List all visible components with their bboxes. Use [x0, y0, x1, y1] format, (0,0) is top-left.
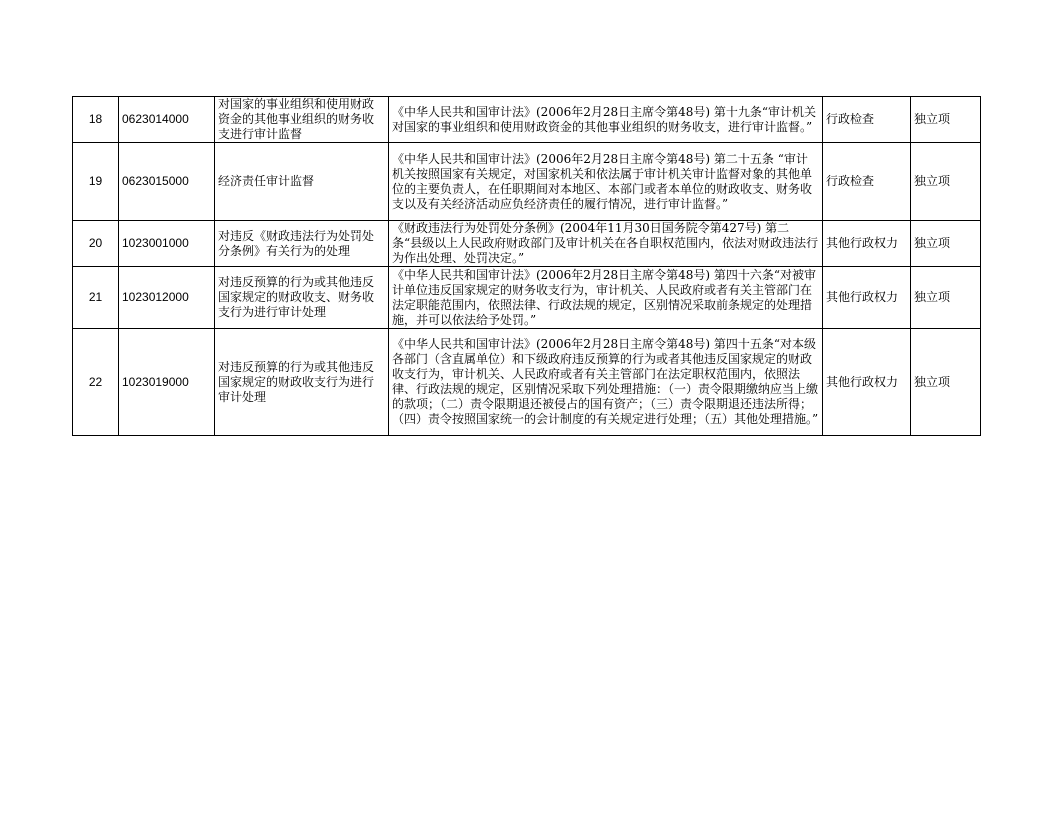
- item-note: 独立项: [911, 221, 981, 267]
- legal-basis-cell: [389, 329, 823, 436]
- item-note: 独立项: [911, 329, 981, 436]
- power-list-table: [72, 96, 981, 436]
- row-number: 22: [73, 329, 119, 436]
- item-code: 1023019000: [119, 329, 215, 436]
- item-code: 1023012000: [119, 267, 215, 329]
- item-name: 对国家的事业组织和使用财政资金的其他事业组织的财务收支进行审计监督: [218, 97, 375, 141]
- row-number: 18: [73, 97, 119, 143]
- table-row: [73, 97, 981, 143]
- legal-basis: 《财政违法行为处罚处分条例》(2004年11月30日国务院令第427号) 第二条“县级以上人民政府财政部门及审计机关在各自职权范围内，依法对财政违法行为作出处理、处罚决定。”: [392, 221, 819, 265]
- item-name-cell: [215, 329, 389, 436]
- legal-basis: 《中华人民共和国审计法》(2006年2月28日主席令第48号) 第十九条“审计机关对国家的事业组织和使用财政资金的其他事业组织的财务收支，进行审计监督。”: [392, 104, 817, 134]
- legal-basis-cell: [389, 97, 823, 143]
- power-type: 其他行政权力: [823, 267, 911, 329]
- table-row: [73, 221, 981, 267]
- legal-basis-cell: [389, 143, 823, 221]
- power-type: 行政检查: [823, 143, 911, 221]
- item-name-cell: [215, 143, 389, 221]
- row-number: 19: [73, 143, 119, 221]
- legal-basis-cell: [389, 267, 823, 329]
- item-name: 对违反预算的行为或其他违反国家规定的财政收支行为进行审计处理: [218, 359, 375, 404]
- table-row: [73, 267, 981, 329]
- item-name-cell: [215, 221, 389, 267]
- item-name: 对违反《财政违法行为处罚处分条例》有关行为的处理: [218, 228, 375, 258]
- legal-basis-cell: [389, 221, 823, 267]
- power-type: 其他行政权力: [823, 221, 911, 267]
- item-code: 0623014000: [119, 97, 215, 143]
- item-name-cell: [215, 97, 389, 143]
- power-type: 其他行政权力: [823, 329, 911, 436]
- item-name: 经济责任审计监督: [218, 174, 315, 188]
- item-note: 独立项: [911, 267, 981, 329]
- item-note: 独立项: [911, 97, 981, 143]
- table-row: [73, 329, 981, 436]
- item-name: 对违反预算的行为或其他违反国家规定的财政收支、财务收支行为进行审计处理: [218, 275, 375, 319]
- legal-basis: 《中华人民共和国审计法》(2006年2月28日主席令第48号) 第四十六条“对被审计单位违反国家规定的财务收支行为，审计机关、人民政府或者有关主管部门在法定职能范围内，依照法律、行政法规的规定，区别情况采取前条规定的处理措施，并可以依法给予处罚。”: [392, 267, 817, 327]
- item-code: 1023001000: [119, 221, 215, 267]
- table-row: [73, 143, 981, 221]
- legal-basis: 《中华人民共和国审计法》(2006年2月28日主席令第48号) 第二十五条 “审计机关按照国家有关规定，对国家机关和依法属于审计机关审计监督对象的其他单位的主要负责人，在任职期间对本地区、本部门或者本单位的财政收支、财务收支以及有关经济活动应负经济责任的履行情况，进行审计监督。”: [392, 151, 813, 211]
- item-note: 独立项: [911, 143, 981, 221]
- item-name-cell: [215, 267, 389, 329]
- item-code: 0623015000: [119, 143, 215, 221]
- row-number: 20: [73, 221, 119, 267]
- power-type: 行政检查: [823, 97, 911, 143]
- legal-basis: 《中华人民共和国审计法》(2006年2月28日主席令第48号) 第四十五条“对本级各部门（含直属单位）和下级政府违反预算的行为或者其他违反国家规定的财政收支行为，审计机关、人民政府或者有关主管部门在法定职权范围内，依照法律、行政法规的规定，区别情况采取下列处理措施：（一）责令限期缴纳应当上缴的款项；（二）责令限期退还被侵占的国有资产；（三）责令限期退还违法所得；（四）责令按照国家统一的会计制度的有关规定进行处理；（五）其他处理措施。”: [392, 337, 819, 426]
- row-number: 21: [73, 267, 119, 329]
